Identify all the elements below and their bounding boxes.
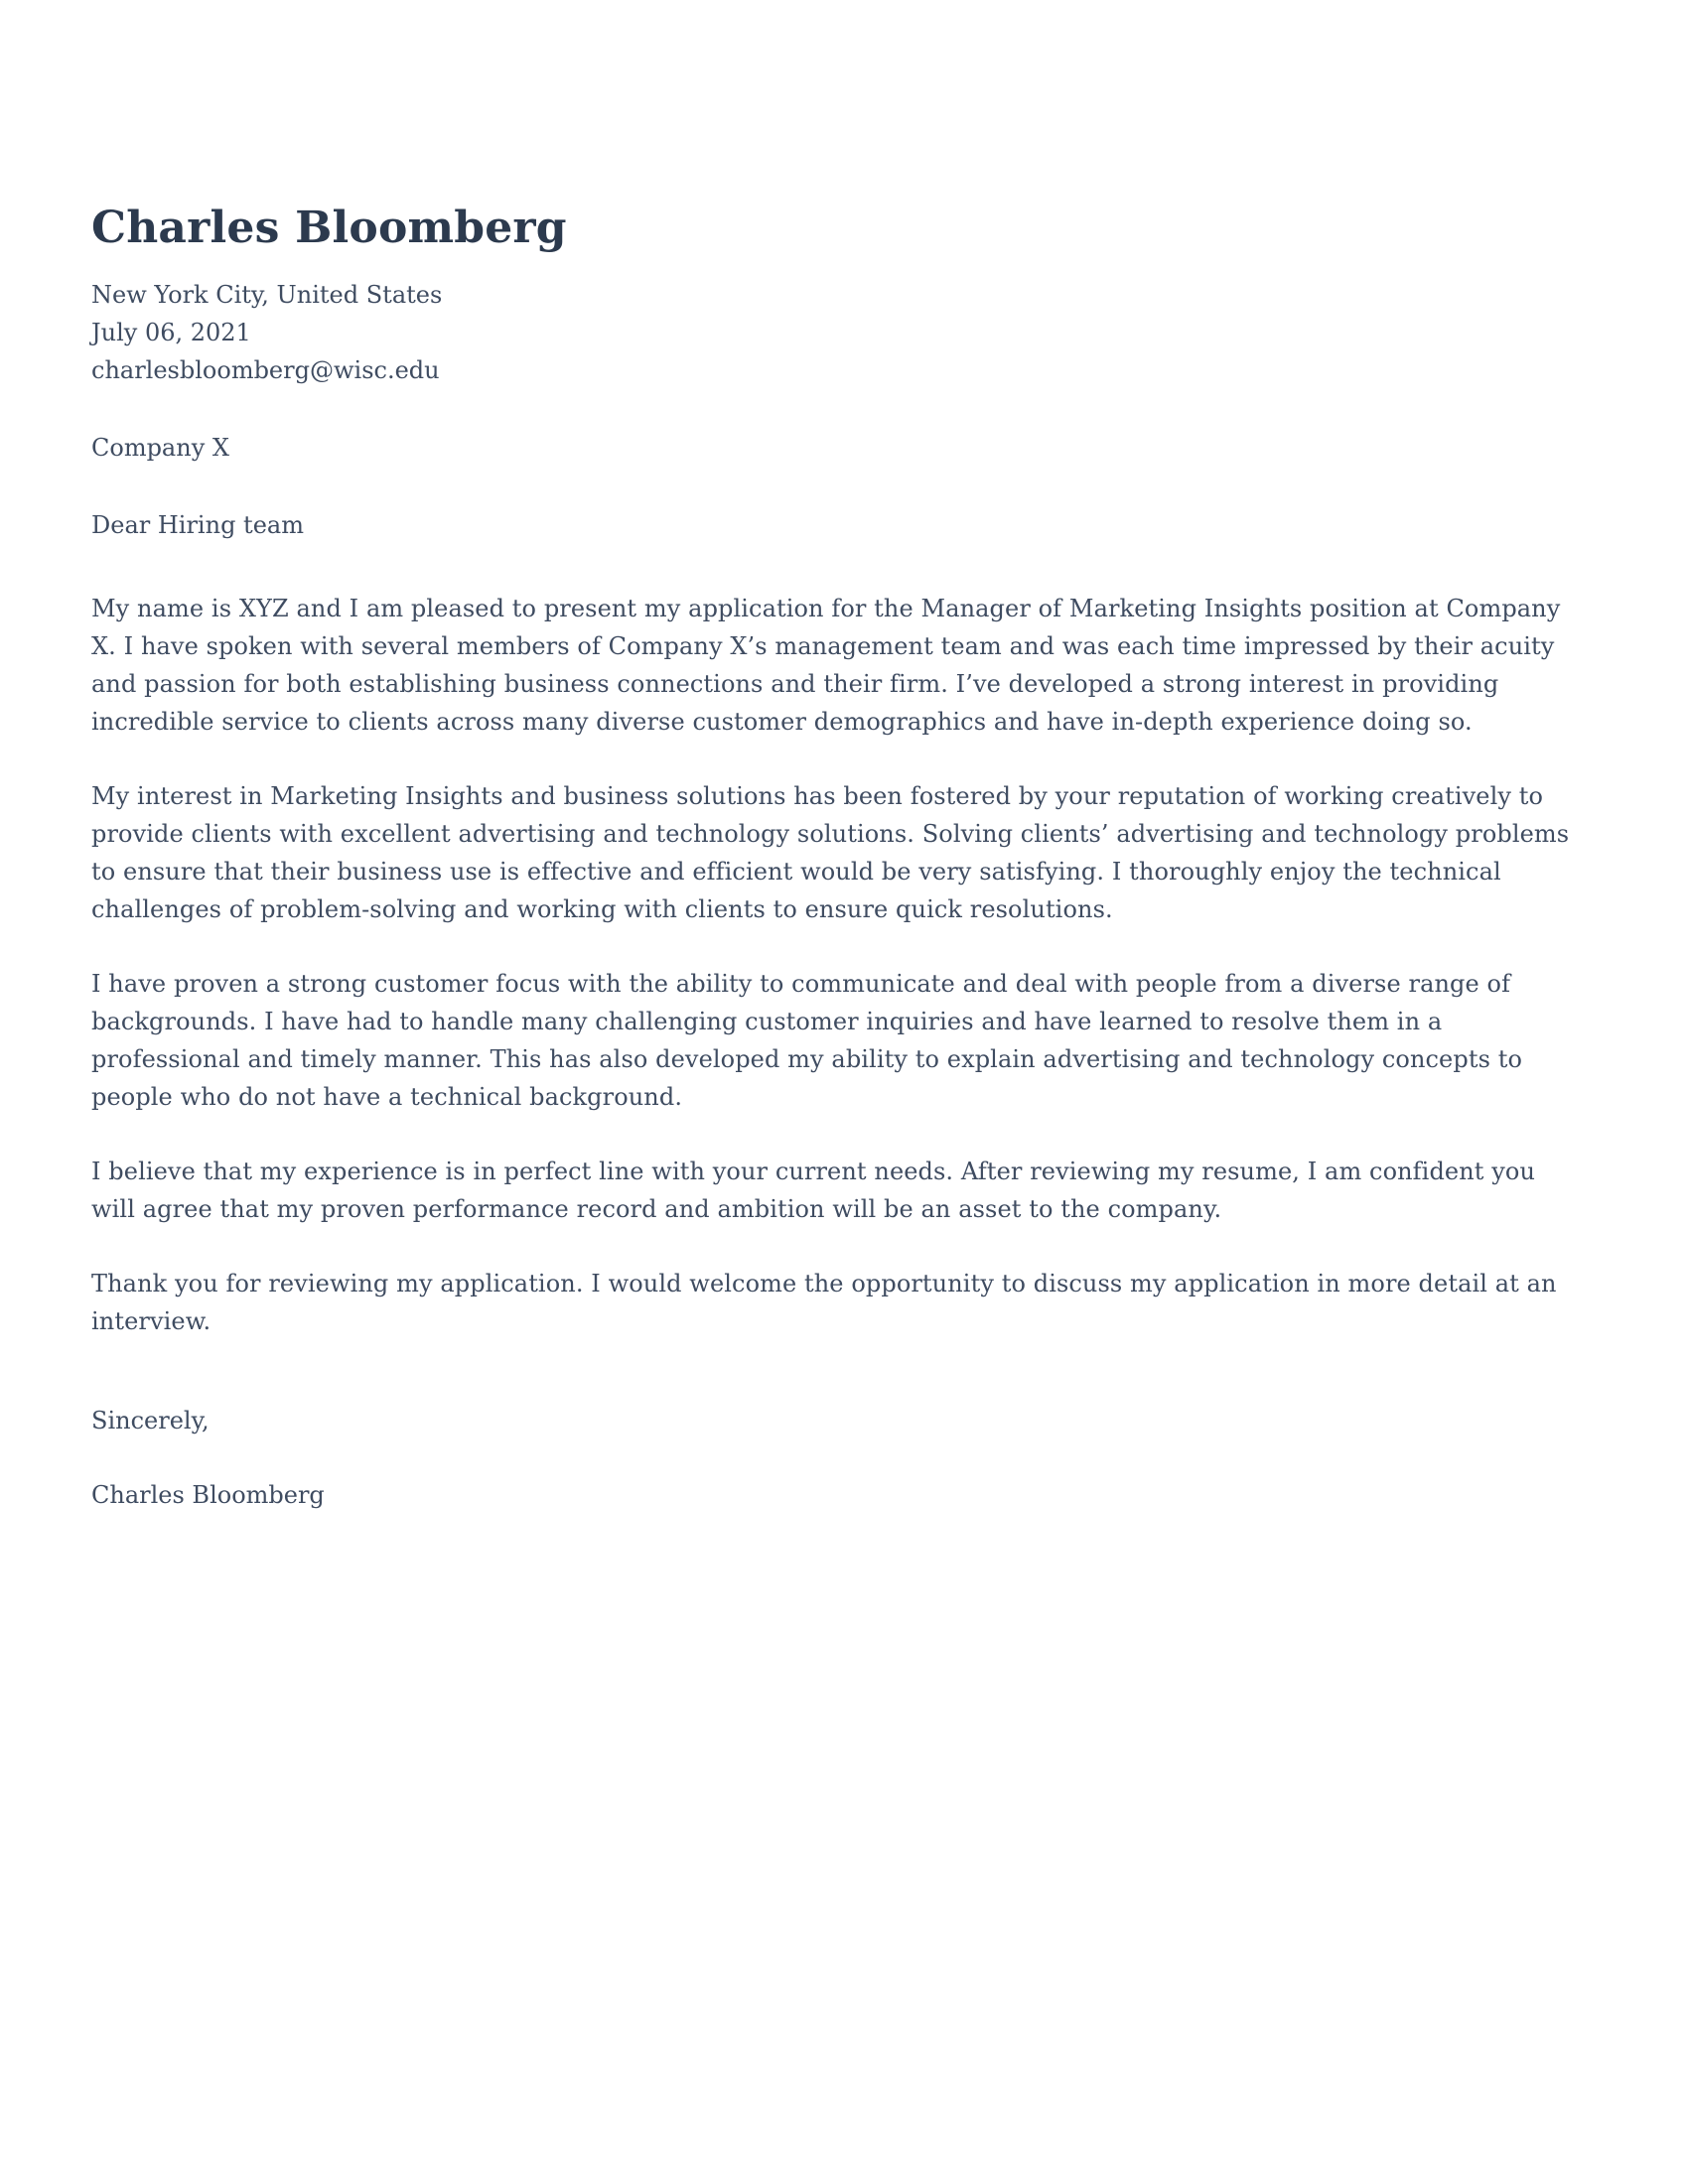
body-paragraph-1: My name is XYZ and I am pleased to present my application for the Manager of Marketing Insights position at Company X. I have spoken with several members of Company X’s management team and was each time impressed by their acuity and passion for both establishing business connections and their firm. I’ve developed a strong interest in providing incredible service to clients across many diverse customer demographics and have in-depth experience doing so.: [91, 594, 1561, 736]
sender-name: Charles Bloomberg: [91, 203, 567, 253]
signature-name: Charles Bloomberg: [91, 1480, 325, 1509]
salutation: Dear Hiring team: [91, 510, 304, 539]
letter-header: [91, 204, 1579, 389]
body-paragraph-5: Thank you for reviewing my application. I would welcome the opportunity to discuss my application in more detail at an interview.: [91, 1269, 1557, 1335]
body-paragraph-2: My interest in Marketing Insights and business solutions has been fostered by your reputation of working creatively to provide clients with excellent advertising and technology solutions. Solving clients’ advertising and technology problems to ensure that their business use is effective and efficient would be very satisfying. I thoroughly enjoy the technical challenges of problem-solving and working with clients to ensure quick resolutions.: [91, 781, 1570, 923]
closing-salutation: Sincerely,: [91, 1406, 210, 1434]
body-paragraph-3: I have proven a strong customer focus with the ability to communicate and deal with people from a diverse range of backgrounds. I have had to handle many challenging customer inquiries and have learned to resolve them in a professional and timely manner. This has also developed my ability to explain advertising and technology concepts to people who do not have a technical background.: [91, 969, 1523, 1111]
sender-location: New York City, United States: [91, 280, 443, 309]
letter-content: [91, 204, 1579, 1514]
letter-date: July 06, 2021: [91, 318, 251, 346]
body-paragraph-4: I believe that my experience is in perfect line with your current needs. After reviewing my resume, I am confident you will agree that my proven performance record and ambition will be an asset to the company.: [91, 1157, 1536, 1223]
sender-email: charlesbloomberg@wisc.edu: [91, 355, 440, 384]
recipient-name: Company X: [91, 433, 229, 462]
